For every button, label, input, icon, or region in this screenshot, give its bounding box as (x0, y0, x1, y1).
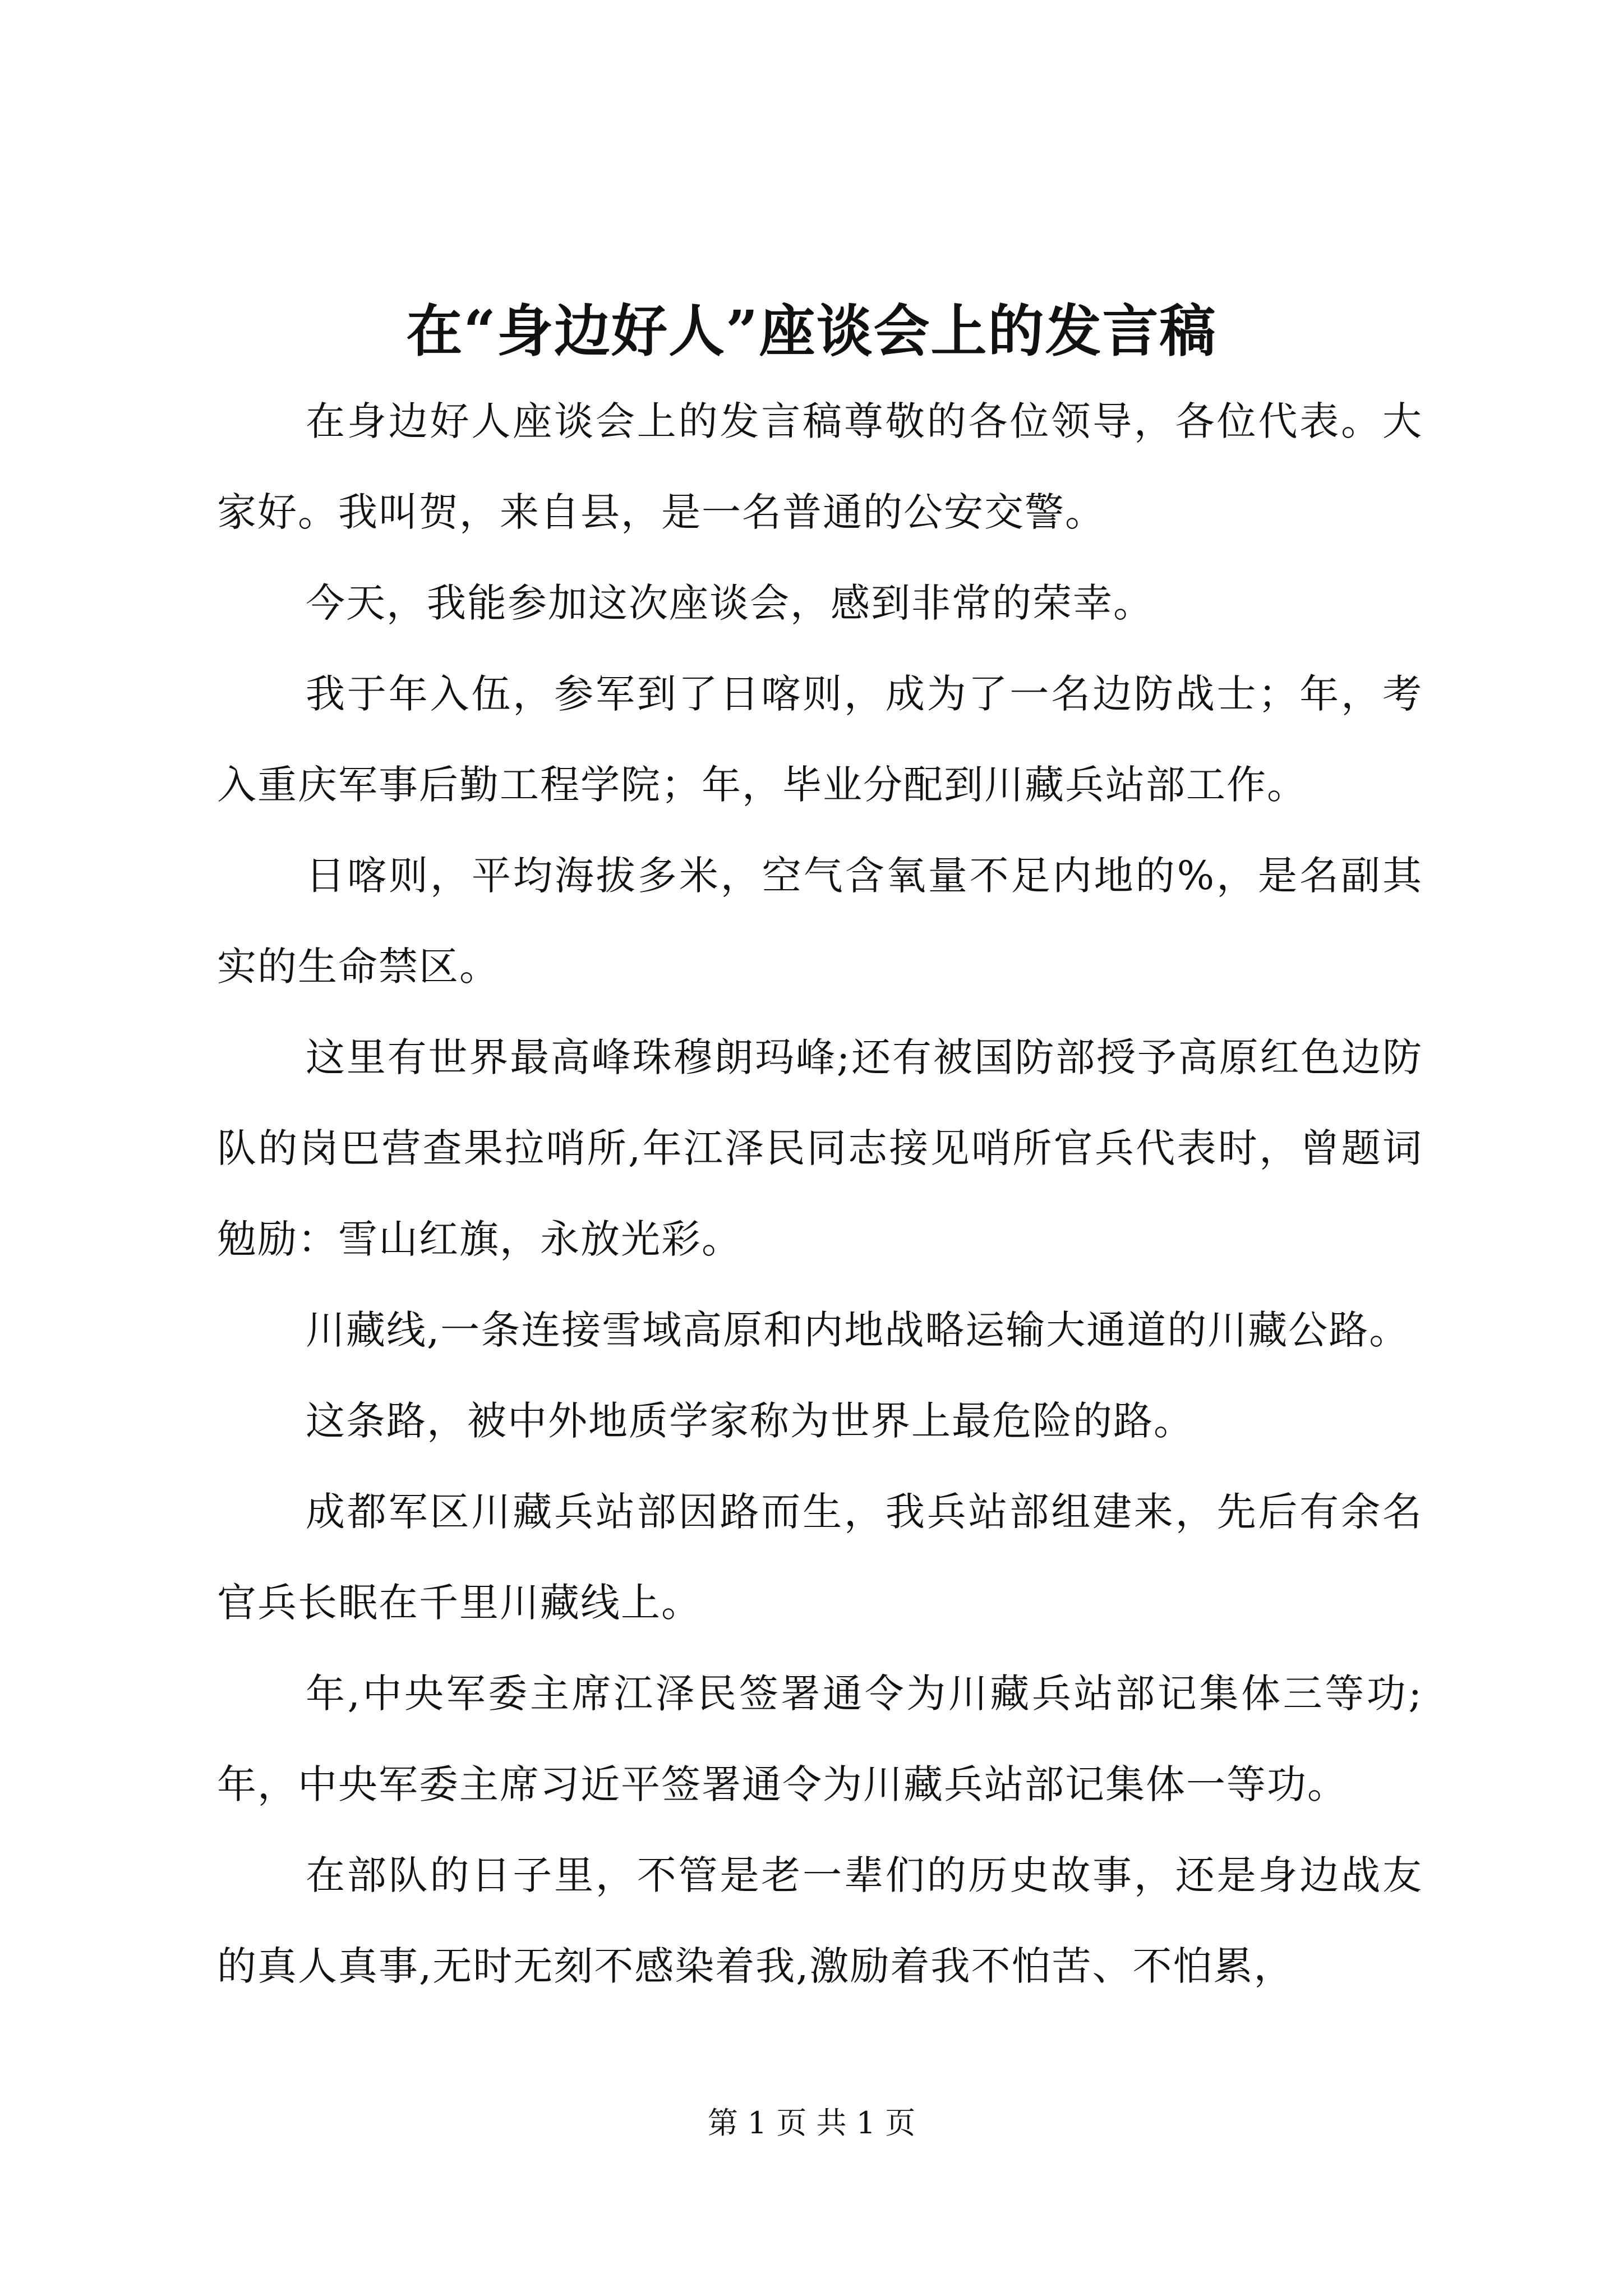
paragraph: 我于年入伍，参军到了日喀则，成为了一名边防战士；年，考入重庆军事后勤工程学院；年，毕业分配到川藏兵站部工作。 (217, 671, 1423, 808)
paragraph: 成都军区川藏兵站部因路而生，我兵站部组建来，先后有余名官兵长眠在千里川藏线上。 (217, 1489, 1423, 1626)
document-title: 在“身边好人”座谈会上的发言稿 (406, 298, 1217, 364)
paragraph: 这条路，被中外地质学家称为世界上最危险的路。 (306, 1398, 1194, 1444)
paragraph: 在身边好人座谈会上的发言稿尊敬的各位领导，各位代表。大家好。我叫贺，来自县，是一名普通的公安交警。 (217, 398, 1423, 535)
paragraph: 日喀则，平均海拔多米，空气含氧量不足内地的%，是名副其实的生命禁区。 (217, 853, 1423, 990)
paragraph: 这里有世界最高峰珠穆朗玛峰;还有被国防部授予高原红色边防队的岗巴营查果拉哨所,年江泽民同志接见哨所官兵代表时，曾题词勉励：雪山红旗，永放光彩。 (217, 1034, 1423, 1262)
page-footer: 第 1 页 共 1 页 (707, 2105, 916, 2141)
paragraph: 年,中央军委主席江泽民签署通令为川藏兵站部记集体三等功;年，中央军委主席习近平签署通令为川藏兵站部记集体一等功。 (217, 1671, 1423, 1807)
document-body (217, 376, 1423, 2012)
paragraph: 今天，我能参加这次座谈会，感到非常的荣幸。 (306, 580, 1154, 626)
paragraph: 川藏线,一条连接雪域高原和内地战略运输大通道的川藏公路。 (306, 1307, 1410, 1353)
paragraph: 在部队的日子里，不管是老一辈们的历史故事，还是身边战友的真人真事,无时无刻不感染着我,激励着我不怕苦、不怕累， (217, 1852, 1423, 1989)
